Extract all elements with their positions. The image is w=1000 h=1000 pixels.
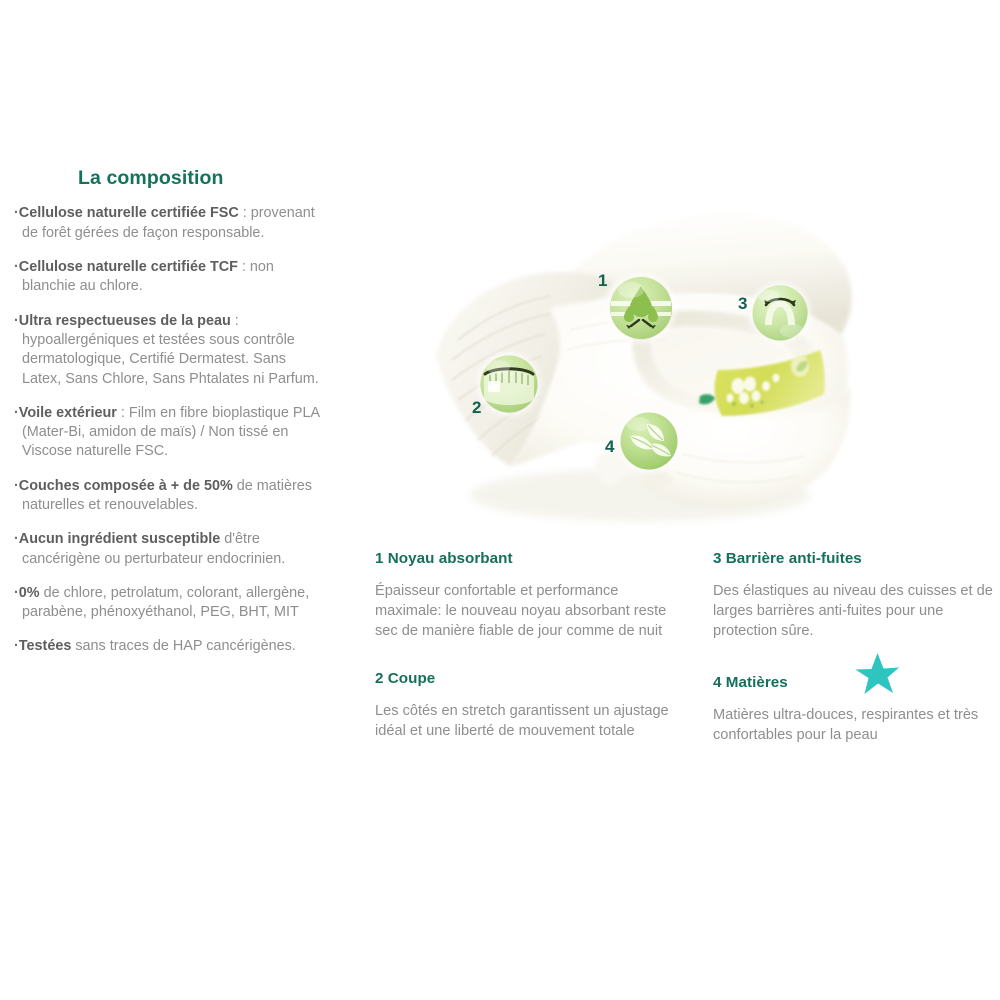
feature-body-3: Des élastiques au niveau des cuisses et de larges barrières anti-fuites pour une protection sûre. (713, 583, 993, 639)
page-title: La composition (78, 167, 224, 189)
feature-block-4 (713, 674, 1000, 746)
feature-heading-3: 3 Barrière anti-fuites (713, 550, 862, 567)
bullet-dot-icon: · (14, 584, 19, 601)
droplet-absorption-icon (609, 276, 673, 340)
bullet-rest: : hypoallergéniques et testées sous contrôle dermatologique, Certifié Dermatest. Sans Latex, Sans Chlore, Sans Phtalates ni Parfum. (22, 312, 319, 387)
list-item (14, 530, 326, 569)
diaper-illustration (400, 190, 870, 540)
feature-column-left (375, 550, 675, 741)
bullet-lead: 0% (18, 584, 40, 601)
bullet-rest: sans traces de HAP cancérigènes. (71, 638, 296, 655)
feature-block-1 (375, 550, 675, 642)
bullet-lead: Aucun ingrédient susceptible (18, 531, 221, 548)
list-item (14, 404, 326, 462)
feature-heading-2: 2 Coupe (375, 669, 436, 687)
callout-number-2: 2 (472, 398, 482, 417)
bullet-rest: de matières naturelles et renouvelables. (22, 477, 312, 513)
bullet-lead: Cellulose naturelle certifiée FSC (18, 205, 239, 222)
bullet-rest: : provenant de forêt gérées de façon responsable. (22, 205, 315, 241)
feature-body-4: Matières ultra-douces, respirantes et très confortables pour la peau (713, 706, 979, 743)
bullet-rest: : non blanchie au chlore. (22, 259, 274, 295)
bullet-lead: Cellulose naturelle certifiée TCF (18, 259, 238, 276)
callout-number-1: 1 (598, 271, 608, 290)
list-item (14, 312, 326, 389)
bullet-dot-icon: · (14, 638, 19, 655)
list-item (14, 477, 326, 516)
feature-heading-4: 4 Matières (713, 673, 788, 691)
bullet-dot-icon: · (14, 477, 19, 494)
bullet-lead: Voile extérieur (18, 404, 117, 421)
bullet-dot-icon: · (14, 531, 19, 548)
callout-badge-4[interactable] (620, 412, 678, 470)
list-item (14, 204, 326, 243)
bullet-lead: Ultra respectueuses de la peau (18, 312, 231, 329)
bullet-lead: Couches composée à + de 50% (18, 477, 233, 494)
list-item (14, 637, 326, 656)
callout-number-4: 4 (605, 437, 615, 456)
callout-badge-2[interactable] (480, 355, 538, 413)
bullet-dot-icon: · (14, 404, 19, 421)
product-photo (400, 190, 870, 540)
elastic-barrier-icon (752, 285, 808, 341)
bullet-dot-icon: · (14, 312, 19, 329)
feature-block-2 (375, 670, 675, 742)
feature-body-2: Les côtés en stretch garantissent un ajustage idéal et une liberté de mouvement totale (375, 702, 669, 739)
composition-panel (14, 168, 326, 657)
feature-heading-1: 1 Noyau absorbant (375, 550, 513, 567)
callout-number-3: 3 (738, 294, 748, 313)
bullet-rest: d'être cancérigène ou perturbateur endocrinien. (22, 531, 286, 567)
list-item (14, 584, 326, 623)
bullet-lead: Testées (18, 638, 72, 655)
bullet-rest: de chlore, petrolatum, colorant, allergène, parabène, phénoxyéthanol, PEG, BHT, MIT (22, 584, 310, 621)
leaves-icon (620, 412, 678, 470)
feature-body-1: Épaisseur confortable et performance maximale: le nouveau noyau absorbant reste sec de manière fiable de jour comme de nuit (375, 583, 667, 639)
stretch-waistband-icon (480, 355, 538, 413)
bullet-rest: : Film en fibre bioplastique PLA (Mater-Bi, amidon de maïs) / Non tissé en Viscose naturelle FSC. (22, 404, 320, 460)
list-item (14, 258, 326, 297)
callout-badge-1[interactable] (609, 276, 673, 340)
feature-column-right (713, 550, 1000, 745)
bullet-dot-icon: · (14, 259, 19, 276)
feature-block-3 (713, 550, 1000, 642)
callout-badge-3[interactable] (752, 285, 808, 341)
bullet-dot-icon: · (14, 205, 19, 222)
